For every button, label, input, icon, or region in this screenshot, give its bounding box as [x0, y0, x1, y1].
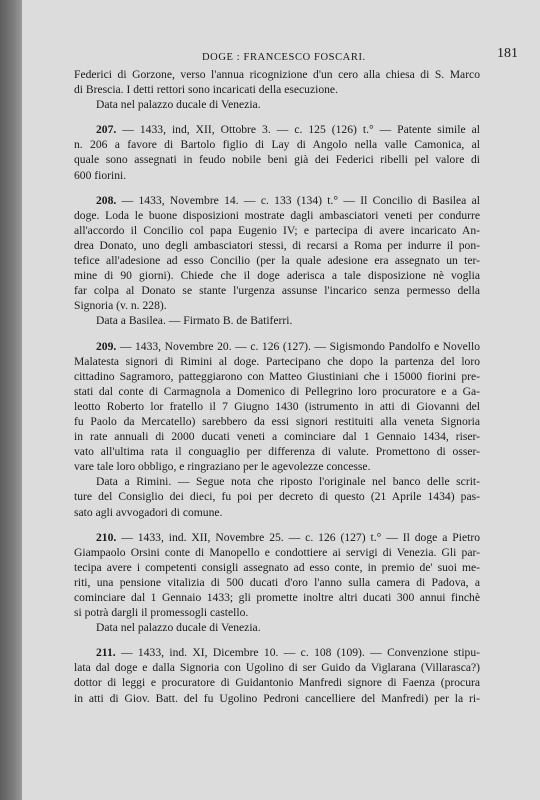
running-title: DOGE : FRANCESCO FOSCARI. [202, 52, 366, 63]
text-line: vare tale loro obbligo, e ringraziano per le agevolezze concesse. [74, 460, 371, 474]
text-line: Federici di Gorzone, verso l'annua ricognizione d'un cero alla chiesa di S. Marco [74, 68, 480, 81]
text-line: 211. — 1433, ind. XI, Dicembre 10. — c. 108 (109). — Convenzione stipu- [96, 646, 480, 660]
text-line: Signoria (v. n. 228). [74, 299, 167, 313]
page-body [74, 67, 480, 706]
text-line: Giampaolo Orsini conte di Manopello e condottiere ai servigi di Venezia. Gli par- [74, 545, 480, 559]
text-line: si potrà dargli il promessogli castello. [74, 606, 249, 620]
entry-210 [74, 530, 480, 636]
text-line: quale sono assegnati in feudo nobile beni già dei Federici ribelli pel valore di [74, 153, 480, 167]
text-line: 209. — 1433, Novembre 20. — c. 126 (127). — Sigismondo Pandolfo e Novello [96, 339, 480, 353]
book-gutter [0, 0, 22, 800]
entry-number: 207. [96, 123, 117, 137]
text-line: Data nel palazzo ducale di Venezia. [96, 621, 261, 635]
text-line: 600 fiorini. [74, 168, 127, 182]
text-line: drea Donato, uno degli ambasciatori stessi, di recarsi a Roma per indurre il pon- [74, 238, 480, 252]
entry-number: 208. [96, 193, 117, 207]
text-line: ture del Consiglio dei dieci, fu poi per decreto di questo (21 Aprile 1434) pas- [74, 490, 480, 504]
text-line: vato all'ultima rata il conguaglio per differenza di valute. Promettono di osser- [74, 445, 480, 459]
text-line: tecipa avere i competenti consigli assegnato ad esso conte, in premio de' suoi me- [74, 560, 480, 574]
text-line: n. 206 a favore di Bartolo figlio di Lay di Angolo nella valle Camonica, al [74, 138, 480, 152]
text-line: 210. — 1433, ind. XII, Novembre 25. — c. 126 (127) t.° — Il doge a Pietro [96, 530, 480, 544]
text-line: Data a Rimini. — Segue nota che riposto l'originale nel banco delle scrit- [96, 475, 480, 489]
text-line: mine di 90 giorni). Chiede che il doge aderisca a tale disposizione nè voglia [74, 269, 480, 283]
entry-continuation [74, 67, 480, 112]
text-line: stati dal conte di Carmagnola a Domenico di Pellegrino loro procuratore e a Ga- [74, 384, 480, 398]
text-line: cittadino Sagramoro, patteggiarono con Matteo Giustiniani che i 15000 fiorini pre- [74, 369, 480, 383]
text-line: far colpa al Donato se stante l'urgenza assunse l'incarico senza permesso della [74, 284, 480, 298]
text-line: in rate annuali di 2000 ducati veneti a cominciare dal 1 Gennaio 1434, riser- [74, 430, 480, 444]
text-line: in atti di Giov. Batt. del fu Ugolino Pedroni cancelliere del Manfredi) per la ri- [74, 691, 480, 705]
entry-211 [74, 645, 480, 705]
text-line: dottor di leggi e procuratore di Guidantonio Manfredi signore di Faenza (procura [74, 676, 480, 690]
text-line: leotto Roberto lor fratello il 7 Giugno 1430 (istrumento in atti di Giovanni del [74, 399, 480, 413]
page-number: 181 [497, 46, 518, 61]
text-line: all'accordo il Concilio col papa Eugenio IV; e partecipa di avere incaricato An- [74, 223, 480, 237]
entry-208 [74, 193, 480, 329]
text-line: cominciare dal 1 Gennaio 1433; gli promette inoltre altri ducati 300 annui finchè [74, 591, 480, 604]
text-line: sato agli avvogadori di comune. [74, 505, 223, 519]
text-line: di Brescia. I detti rettori sono incaricati della esecuzione. [74, 83, 338, 97]
text-line: fu Paolo da Mercatello) sarebbero da essi signori restituiti alla veneta Signoria [74, 414, 480, 428]
entry-207 [74, 122, 480, 182]
text-line: 207. — 1433, ind, XII, Ottobre 3. — c. 125 (126) t.° — Patente simile al [96, 123, 480, 137]
text-line: riti, una pensione vitalizia di 500 ducati d'oro l'anno sulla camera di Padova, a [74, 575, 480, 589]
entry-number: 211. [96, 646, 116, 660]
book-page [22, 0, 540, 800]
text-line: Data a Basilea. — Firmato B. de Batiferri. [96, 314, 293, 328]
text-line: 208. — 1433, Novembre 14. — c. 133 (134) t.° — Il Concilio di Basilea al [96, 193, 480, 207]
page-header [22, 46, 540, 66]
text-line: Data nel palazzo ducale di Venezia. [96, 98, 261, 112]
entry-number: 210. [96, 530, 117, 544]
text-line: lata dal doge e dalla Signoria con Ugolino di ser Guido da Viglarana (Villarasca?) [74, 661, 480, 675]
text-line: Malatesta signori di Rimini al doge. Partecipano che dopo la partenza del loro [74, 354, 480, 368]
entry-209 [74, 339, 480, 520]
text-line: doge. Loda le buone disposizioni mostrate dagli ambasciatori veneti per condurre [74, 208, 480, 222]
entry-number: 209. [96, 339, 117, 353]
text-line: tefice all'adesione ad esso Concilio (per la quale adesione era assegnato un ter- [74, 254, 480, 268]
